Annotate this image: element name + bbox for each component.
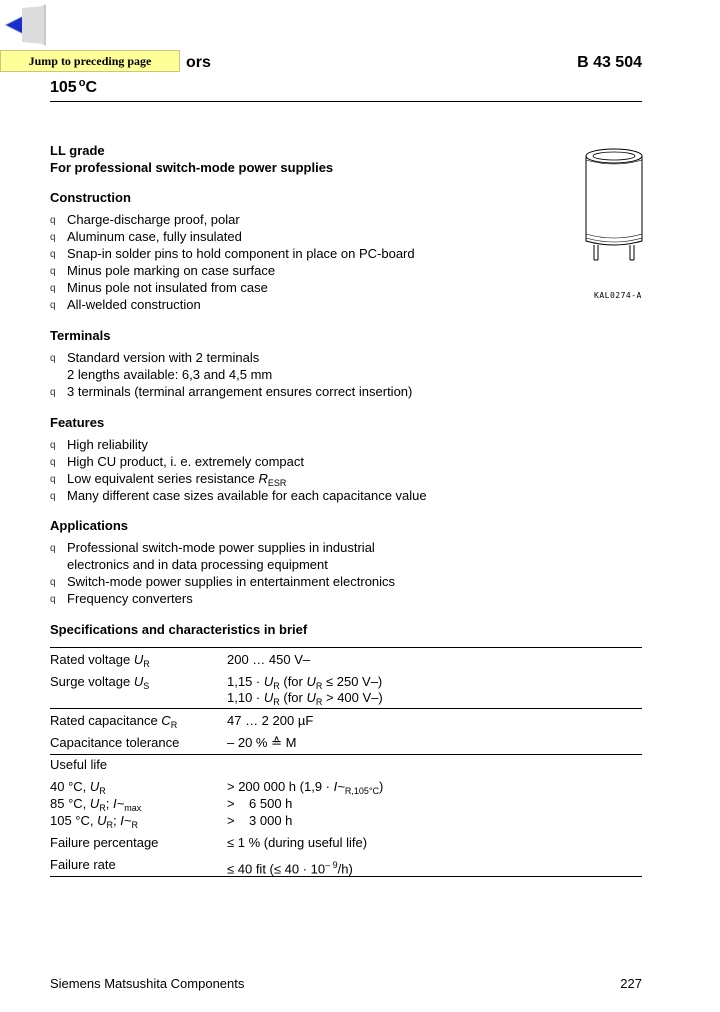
list-item: q Standard version with 2 terminals 2 lengths available: 6,3 and 4,5 mm: [50, 350, 273, 382]
list-item: q High reliability: [50, 437, 148, 452]
table-divider: [50, 647, 642, 648]
construction-heading: Construction: [50, 190, 131, 205]
title-fragment: ors: [186, 54, 211, 71]
left-triangle-icon[interactable]: [4, 4, 46, 46]
list-item: q Frequency converters: [50, 591, 193, 606]
specs-heading: Specifications and characteristics in brief: [50, 622, 308, 637]
list-item: q High CU product, i. e. extremely compact: [50, 454, 304, 469]
list-item: q Switch-mode power supplies in entertainment electronics: [50, 574, 396, 589]
part-number: B 43 504: [577, 54, 642, 71]
capacitor-illustration: [580, 146, 648, 276]
terminals-heading: Terminals: [50, 328, 111, 343]
list-item: q Charge-discharge proof, polar: [50, 212, 240, 227]
list-item: q 3 terminals (terminal arrangement ensures correct insertion): [50, 384, 413, 399]
grade-heading: LL grade: [50, 143, 105, 158]
list-item: q Many different case sizes available for each capacitance value: [50, 488, 427, 503]
list-item: q Snap-in solder pins to hold component in place on PC-board: [50, 246, 415, 261]
header-divider: [50, 101, 642, 102]
features-heading: Features: [50, 415, 105, 430]
table-divider: [50, 876, 642, 877]
footer-company: Siemens Matsushita Components: [50, 976, 245, 991]
page-number: 227: [620, 976, 642, 991]
list-item: q All-welded construction: [50, 297, 201, 312]
table-divider: [50, 754, 642, 755]
table-divider: [50, 708, 642, 709]
list-item: q Low equivalent series resistance $R_{ESR}$: [50, 471, 287, 488]
list-item: q Professional switch-mode power supplies in industrial electronics and in data processing equipment: [50, 540, 375, 572]
figure-label: KAL0274-A: [594, 291, 642, 300]
purpose-heading: For professional switch-mode power supplies: [50, 160, 334, 175]
temperature-rating: 105 $^o$C: [50, 77, 97, 96]
applications-heading: Applications: [50, 518, 129, 533]
list-item: q Minus pole marking on case surface: [50, 263, 276, 278]
list-item: q Minus pole not insulated from case: [50, 280, 268, 295]
jump-to-preceding-page-button[interactable]: Jump to preceding page: [0, 50, 180, 72]
list-item: q Aluminum case, fully insulated: [50, 229, 242, 244]
